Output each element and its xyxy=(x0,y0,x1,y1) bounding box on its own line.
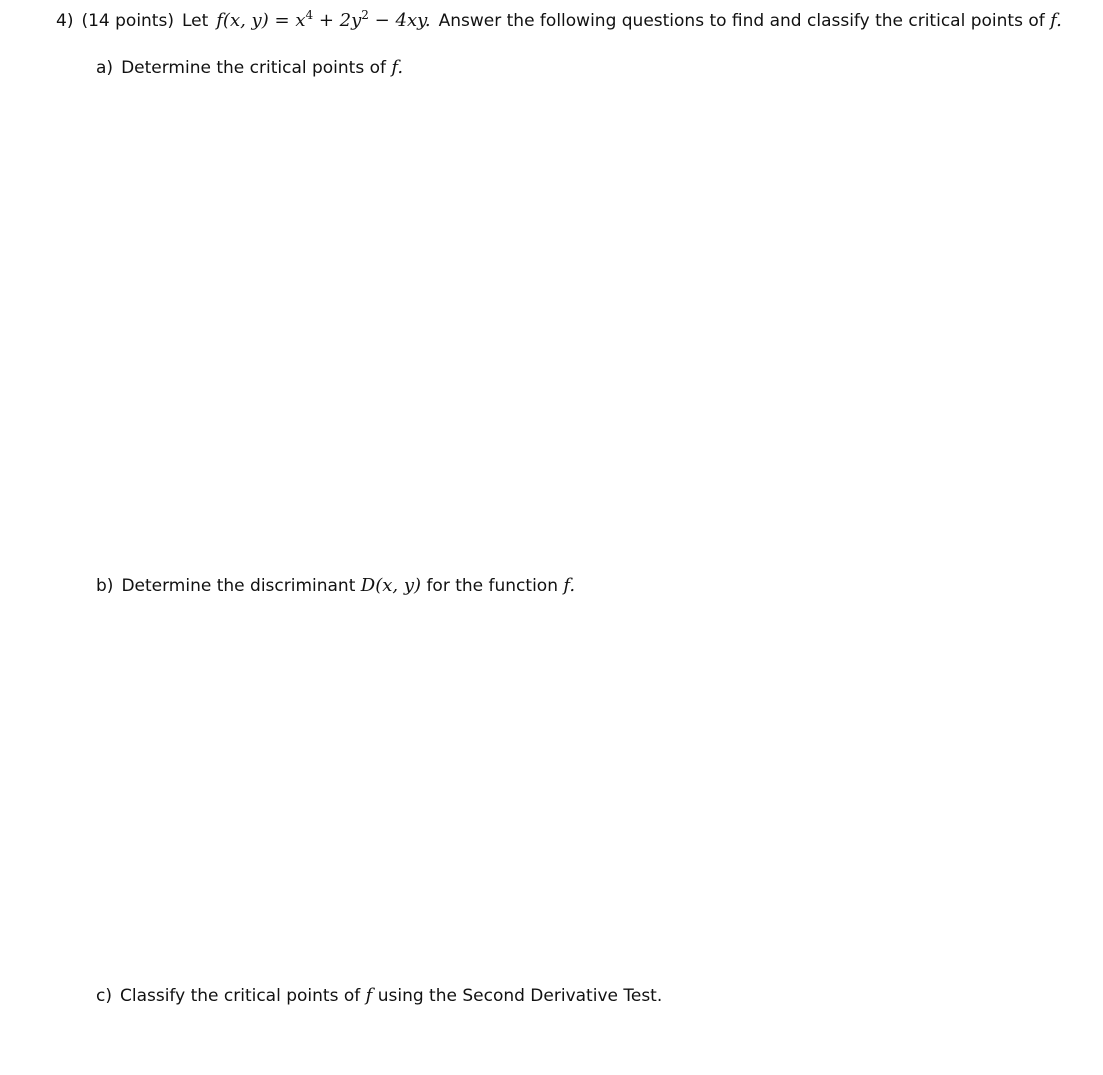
part-b-label: b) xyxy=(96,576,114,596)
part-b xyxy=(96,575,575,597)
equals-sign: = xyxy=(274,10,290,31)
part-c-text2: using the Second Derivative Test. xyxy=(377,986,663,1006)
problem-points: (14 points) xyxy=(81,11,174,31)
problem-number: 4) xyxy=(56,11,74,31)
function-definition xyxy=(216,10,430,31)
part-a xyxy=(96,57,403,79)
problem-intro: Let xyxy=(181,11,209,31)
plus-sign: + xyxy=(318,10,334,31)
instruction-variable: f. xyxy=(1050,10,1062,31)
term2-base: 2y xyxy=(339,10,362,31)
term1-base: x xyxy=(295,10,306,31)
part-b-text: Determine the discriminant xyxy=(121,576,356,596)
part-c-label: c) xyxy=(96,986,112,1006)
minus-sign: − xyxy=(374,10,390,31)
problem-statement xyxy=(56,10,1062,32)
part-c-text: Classify the critical points of xyxy=(119,986,361,1006)
part-a-variable: f. xyxy=(391,57,404,78)
part-c-variable: f xyxy=(365,985,373,1006)
term2-exponent: 2 xyxy=(361,8,369,22)
term3: 4xy. xyxy=(395,10,431,31)
part-b-variable: D(x, y) xyxy=(360,575,422,596)
part-a-text: Determine the critical points of xyxy=(121,58,386,78)
part-b-text2: for the function xyxy=(426,576,558,596)
part-a-label: a) xyxy=(96,58,114,78)
term1-exponent: 4 xyxy=(305,8,314,22)
problem-instruction: Answer the following questions to find and classify the critical points of xyxy=(438,11,1045,31)
part-b-variable2: f. xyxy=(563,575,576,596)
part-c xyxy=(96,985,662,1007)
function-lhs: f(x, y) xyxy=(216,10,269,31)
